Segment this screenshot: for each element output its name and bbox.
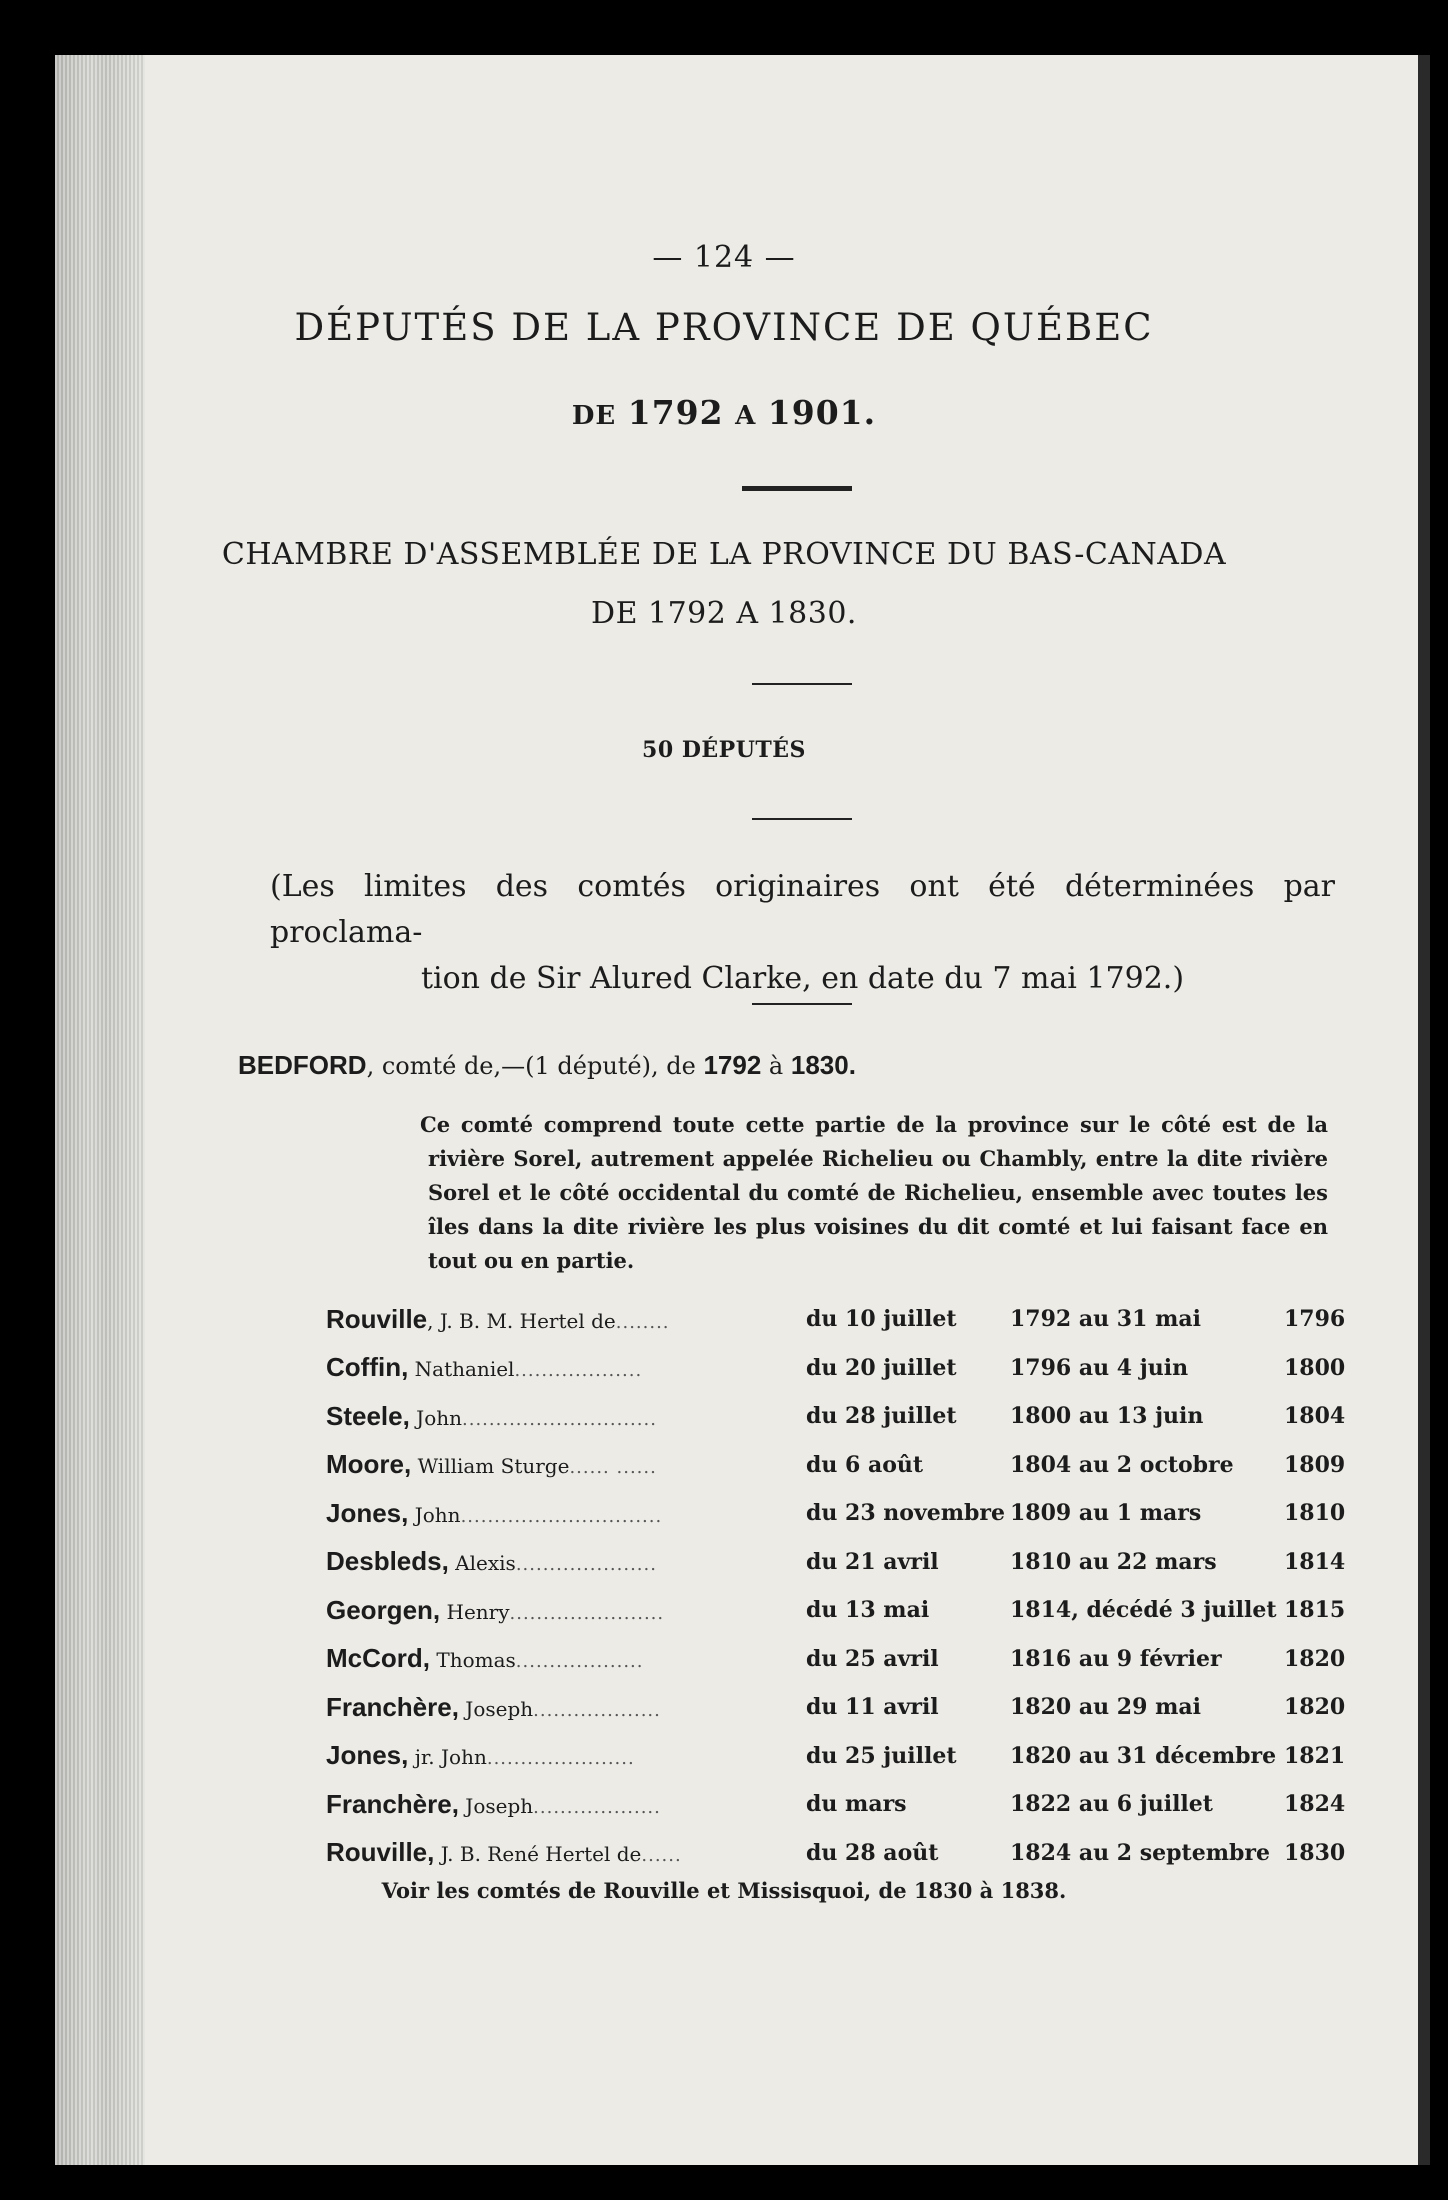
table-row xyxy=(326,1295,1345,1344)
deputy-name-cell xyxy=(326,1489,806,1538)
deputy-name-cell xyxy=(326,1586,806,1635)
limits-note xyxy=(270,864,1335,1002)
leader-dots: .............................. xyxy=(460,1505,663,1527)
table-row xyxy=(326,1780,1345,1829)
deputy-end-year: 1824 xyxy=(1284,1791,1346,1818)
see-also-note: Voir les comtés de Rouville et Missisquoi, de 1830 à 1838. xyxy=(381,1878,1067,1903)
leader-dots: ................... xyxy=(533,1699,661,1721)
county-start-year: 1792 xyxy=(703,1050,762,1080)
deputy-name-cell xyxy=(326,1732,806,1781)
deputy-end-year: 1800 xyxy=(1284,1354,1346,1381)
deputy-to-date: 1809 au 1 mars xyxy=(1010,1500,1202,1527)
page-number: — 124 — xyxy=(652,240,796,275)
deputy-given-name: J. B. René Hertel de xyxy=(434,1842,642,1867)
deputy-surname: Moore, xyxy=(326,1449,412,1480)
deputy-end-year: 1796 xyxy=(1284,1306,1346,1333)
deputy-end-year: 1814 xyxy=(1284,1548,1346,1575)
deputy-to-date: 1824 au 2 septembre xyxy=(1010,1839,1270,1866)
deputy-from-date: du 23 novembre xyxy=(806,1500,1006,1527)
deputy-from-date: du 25 avril xyxy=(806,1645,939,1672)
county-detail: , comté de,—(1 député), de xyxy=(366,1052,704,1080)
deputy-name-cell xyxy=(326,1392,806,1441)
table-row xyxy=(326,1441,1345,1490)
deputy-to-date: 1816 au 9 février xyxy=(1010,1645,1222,1672)
table-row xyxy=(326,1392,1345,1441)
deputy-to-date: 1810 au 22 mars xyxy=(1010,1548,1217,1575)
page-subtitle xyxy=(0,393,1448,432)
subtitle-end-year: 1901. xyxy=(767,393,877,432)
deputy-name-cell xyxy=(326,1780,806,1829)
deputy-given-name: , J. B. M. Hertel de xyxy=(427,1308,616,1333)
leader-dots: ................... xyxy=(515,1651,644,1673)
table-row xyxy=(326,1635,1345,1684)
deputy-surname: Georgen, xyxy=(326,1594,441,1625)
county-description-text: Ce comté comprend toute cette partie de la province sur le côté est de la rivière Sorel, autrement appelée Richelieu ou Chambly, entre la dite rivière Sorel et le côté occidental du comté de Richelieu, ensemble avec toutes les îles dans la dite rivière les plus voisines du dit comté et lui faisant face en tout ou en partie. xyxy=(420,1112,1328,1273)
subtitle-start-year: 1792 xyxy=(627,393,724,432)
county-end-year: 1830. xyxy=(790,1050,856,1080)
deputy-to-date: 1804 au 2 octobre xyxy=(1010,1451,1234,1478)
deputy-end-year: 1810 xyxy=(1284,1500,1346,1527)
deputy-from-date: du 21 avril xyxy=(806,1548,939,1575)
leader-dots: ..................... xyxy=(515,1554,657,1576)
deputy-end-year: 1815 xyxy=(1284,1597,1346,1624)
deputy-surname: Jones, xyxy=(326,1740,409,1771)
deputy-given-name: Alexis xyxy=(448,1551,516,1576)
deputy-end-year: 1820 xyxy=(1284,1645,1346,1672)
deputy-end-year: 1809 xyxy=(1284,1451,1346,1478)
deputy-from-date: du mars xyxy=(806,1791,907,1818)
deputy-given-name: Joseph xyxy=(458,1793,534,1818)
book-right-border xyxy=(1418,55,1430,2165)
deputy-name-cell xyxy=(326,1683,806,1732)
deputy-given-name: William Sturge xyxy=(411,1454,570,1479)
table-row xyxy=(326,1538,1345,1587)
deputy-given-name: John xyxy=(409,1405,463,1430)
deputy-name-cell xyxy=(326,1295,806,1344)
deputy-surname: Franchère, xyxy=(326,1691,459,1722)
deputy-surname: Franchère, xyxy=(326,1788,459,1819)
limits-note-line1: (Les limites des comtés originaires ont été déterminées par proclama- xyxy=(270,869,1335,950)
deputy-from-date: du 13 mai xyxy=(806,1597,930,1624)
county-a: à xyxy=(761,1052,791,1080)
chamber-heading-line2: DE 1792 A 1830. xyxy=(591,596,857,631)
deputy-to-date: 1814, décédé 3 juillet xyxy=(1010,1597,1277,1624)
deputy-surname: Coffin, xyxy=(326,1352,409,1383)
leader-dots: ...................... xyxy=(486,1748,635,1770)
leader-dots: ............................. xyxy=(462,1408,657,1430)
subtitle-de: DE xyxy=(571,401,617,431)
deputy-to-date: 1796 au 4 juin xyxy=(1010,1354,1189,1381)
deputy-given-name: Henry xyxy=(440,1599,510,1624)
table-row xyxy=(326,1344,1345,1393)
deputy-to-date: 1822 au 6 juillet xyxy=(1010,1791,1213,1818)
table-row xyxy=(326,1683,1345,1732)
deputy-end-year: 1830 xyxy=(1284,1839,1346,1866)
deputies-count: 50 DÉPUTÉS xyxy=(642,737,806,763)
deputy-from-date: du 11 avril xyxy=(806,1694,939,1721)
leader-dots: ...... ...... xyxy=(569,1457,657,1479)
deputy-name-cell xyxy=(326,1441,806,1490)
book-page-edges xyxy=(55,55,145,2165)
deputy-to-date: 1820 au 29 mai xyxy=(1010,1694,1201,1721)
county-heading xyxy=(238,1050,856,1081)
deputy-given-name: Thomas xyxy=(430,1648,516,1673)
subtitle-a: A xyxy=(735,401,757,431)
deputy-surname: Jones, xyxy=(326,1497,409,1528)
divider-rule xyxy=(752,1003,852,1005)
deputy-given-name: John xyxy=(408,1502,461,1527)
deputy-from-date: du 6 août xyxy=(806,1451,924,1478)
deputy-name-cell xyxy=(326,1829,806,1878)
deputy-to-date: 1800 au 13 juin xyxy=(1010,1403,1204,1430)
chamber-heading-line1: CHAMBRE D'ASSEMBLÉE DE LA PROVINCE DU BAS-CANADA xyxy=(221,537,1227,572)
deputy-name-cell xyxy=(326,1635,806,1684)
deputy-surname: Desbleds, xyxy=(326,1546,449,1577)
deputy-to-date: 1792 au 31 mai xyxy=(1010,1306,1201,1333)
deputies-table xyxy=(326,1295,1345,1877)
deputy-from-date: du 10 juillet xyxy=(806,1306,957,1333)
deputy-end-year: 1821 xyxy=(1284,1742,1346,1769)
table-row xyxy=(326,1489,1345,1538)
divider-rule xyxy=(742,486,852,491)
deputy-to-date: 1820 au 31 décembre xyxy=(1010,1742,1277,1769)
leader-dots: ....................... xyxy=(509,1602,665,1624)
leader-dots: ........ xyxy=(615,1311,670,1333)
leader-dots: ...... xyxy=(641,1845,682,1867)
deputy-from-date: du 25 juillet xyxy=(806,1742,957,1769)
leader-dots: ................... xyxy=(514,1360,643,1382)
deputy-name-cell xyxy=(326,1344,806,1393)
divider-rule xyxy=(752,818,852,820)
leader-dots: ................... xyxy=(533,1796,661,1818)
deputy-end-year: 1820 xyxy=(1284,1694,1346,1721)
table-row xyxy=(326,1586,1345,1635)
deputy-end-year: 1804 xyxy=(1284,1403,1346,1430)
deputy-surname: McCord, xyxy=(326,1643,430,1674)
deputy-from-date: du 28 juillet xyxy=(806,1403,957,1430)
deputy-surname: Rouville xyxy=(326,1303,428,1334)
deputy-given-name: jr. John xyxy=(408,1745,487,1770)
deputy-given-name: Joseph xyxy=(458,1696,534,1721)
limits-note-line2: tion de Sir Alured Clarke, en date du 7 mai 1792.) xyxy=(420,961,1185,996)
deputy-name-cell xyxy=(326,1538,806,1587)
divider-rule xyxy=(752,683,852,685)
deputy-from-date: du 20 juillet xyxy=(806,1354,957,1381)
deputy-surname: Steele, xyxy=(326,1400,410,1431)
deputy-from-date: du 28 août xyxy=(806,1839,939,1866)
table-row xyxy=(326,1829,1345,1878)
county-description xyxy=(420,1108,1328,1278)
county-name: BEDFORD xyxy=(238,1050,367,1080)
deputy-given-name: Nathaniel xyxy=(408,1357,515,1382)
table-row xyxy=(326,1732,1345,1781)
page-title: DÉPUTÉS DE LA PROVINCE DE QUÉBEC xyxy=(294,306,1154,349)
deputy-surname: Rouville, xyxy=(326,1837,435,1868)
